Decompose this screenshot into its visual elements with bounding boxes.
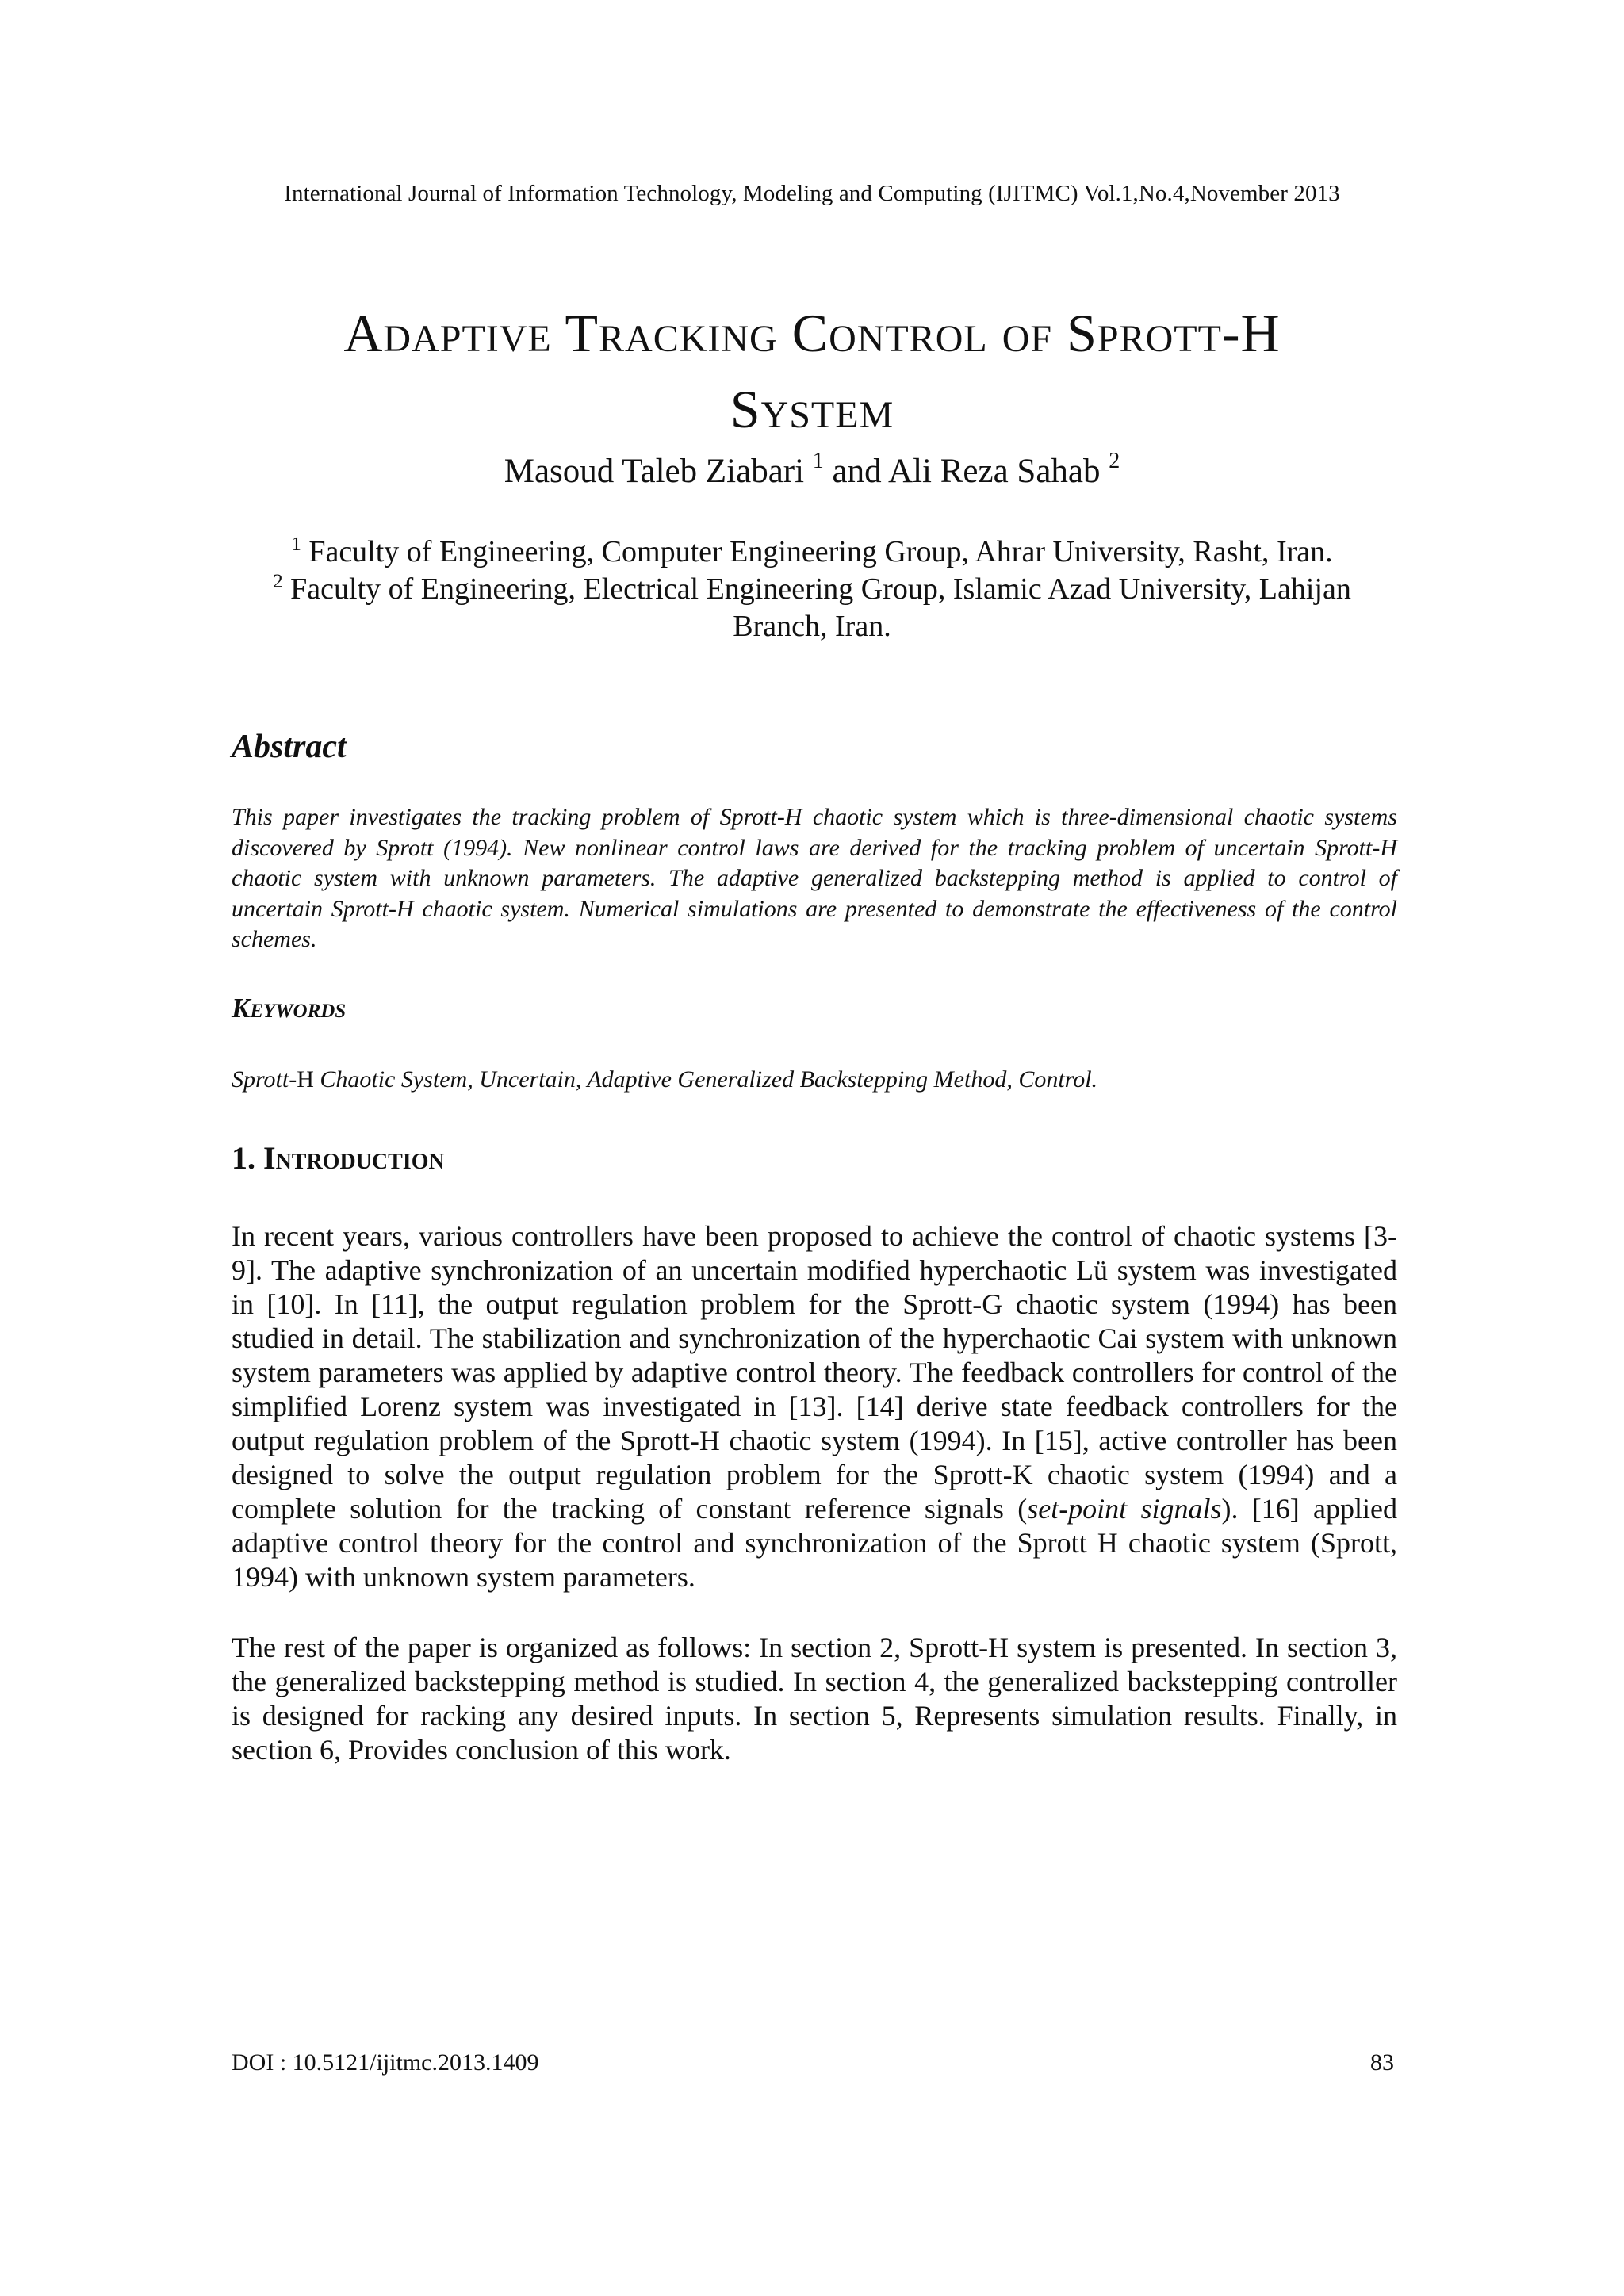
affiliation-2 xyxy=(222,571,1402,645)
body-paragraph xyxy=(232,1219,1397,1594)
author-conjunction: and xyxy=(823,453,889,490)
paragraph-text: In recent years, various controllers have been proposed to achieve the control of chaotic systems [3-9]. The adaptive synchronization of an uncertain modified hyperchaotic Lü system was investigated in [10]. In [11], the output regulation problem for the Sprott-G chaotic system (1994) has been studied in detail. The stabilization and synchronization of the hyperchaotic Cai system with unknown system parameters was applied by adaptive control theory. The feedback controllers for control of the simplified Lorenz system was investigated in [13]. [14] derive state feedback controllers for the output regulation problem of the Sprott-H chaotic system (1994). In [15], active controller has been designed to solve the output regulation problem for the Sprott-K chaotic system (1994) and a complete solution for the tracking of constant reference signals ( xyxy=(232,1220,1397,1525)
paper-title xyxy=(206,295,1418,447)
keywords-prefix: Sprott- xyxy=(232,1066,297,1093)
section-title: Introduction xyxy=(263,1140,445,1176)
journal-running-head: International Journal of Information Technology, Modeling and Computing (IJITMC) Vol.1,No.4,November 2013 xyxy=(284,181,1340,206)
author-list xyxy=(0,449,1624,491)
abstract-heading: Abstract xyxy=(232,729,347,765)
abstract-text: This paper investigates the tracking problem of Sprott-H chaotic system which is three-dimensional chaotic systems discovered by Sprott (1994). New nonlinear control laws are derived for the tracking problem of uncertain Sprott-H chaotic system with unknown parameters. The adaptive generalized backstepping method is applied to control of uncertain Sprott-H chaotic system. Numerical simulations are presented to demonstrate the effectiveness of the control schemes. xyxy=(232,804,1397,952)
keywords-heading: Keywords xyxy=(232,993,347,1024)
title-line-2: System xyxy=(730,379,894,439)
paragraph-italic-text: set-point signals xyxy=(1027,1493,1222,1525)
author-name: Ali Reza Sahab xyxy=(888,453,1101,490)
affiliation-text: Faculty of Engineering, Computer Engineering Group, Ahrar University, Rasht, Iran. xyxy=(301,535,1333,568)
affiliation-marker: 2 xyxy=(273,571,283,592)
affiliation-text: Faculty of Engineering, Electrical Engineering Group, Islamic Azad University, Lahijan Branch, Iran. xyxy=(282,572,1351,643)
affiliations xyxy=(222,534,1402,645)
title-line-1: Adaptive Tracking Control of Sprott-H xyxy=(343,303,1281,363)
section-number: 1. xyxy=(232,1140,263,1176)
doi-footer: DOI : 10.5121/ijitmc.2013.1409 xyxy=(232,2049,539,2076)
section-heading xyxy=(232,1139,445,1177)
body-paragraph: The rest of the paper is organized as follows: In section 2, Sprott-H system is presented. In section 3, the generalized backstepping method is studied. In section 4, the generalized backstepping controller is designed for racking any desired inputs. In section 5, Represents simulation results. Finally, in section 6, Provides conclusion of this work. xyxy=(232,1632,1397,1766)
affiliation-marker: 1 xyxy=(812,449,824,473)
affiliation-1 xyxy=(222,534,1402,571)
keywords-rest: Chaotic System, Uncertain, Adaptive Generalized Backstepping Method, Control. xyxy=(313,1066,1098,1093)
keywords-upright: H xyxy=(297,1066,314,1093)
keywords-text xyxy=(232,1066,1397,1093)
paragraph-text: ). [16] applied adaptive control theory for the control and synchronization of the Sprott H chaotic system (Sprott, 1994) with unknown system parameters. xyxy=(232,1493,1397,1593)
affiliation-marker: 2 xyxy=(1109,449,1120,473)
author-name: Masoud Taleb Ziabari xyxy=(504,453,805,490)
page-number: 83 xyxy=(1370,2049,1394,2076)
affiliation-marker: 1 xyxy=(291,534,301,555)
